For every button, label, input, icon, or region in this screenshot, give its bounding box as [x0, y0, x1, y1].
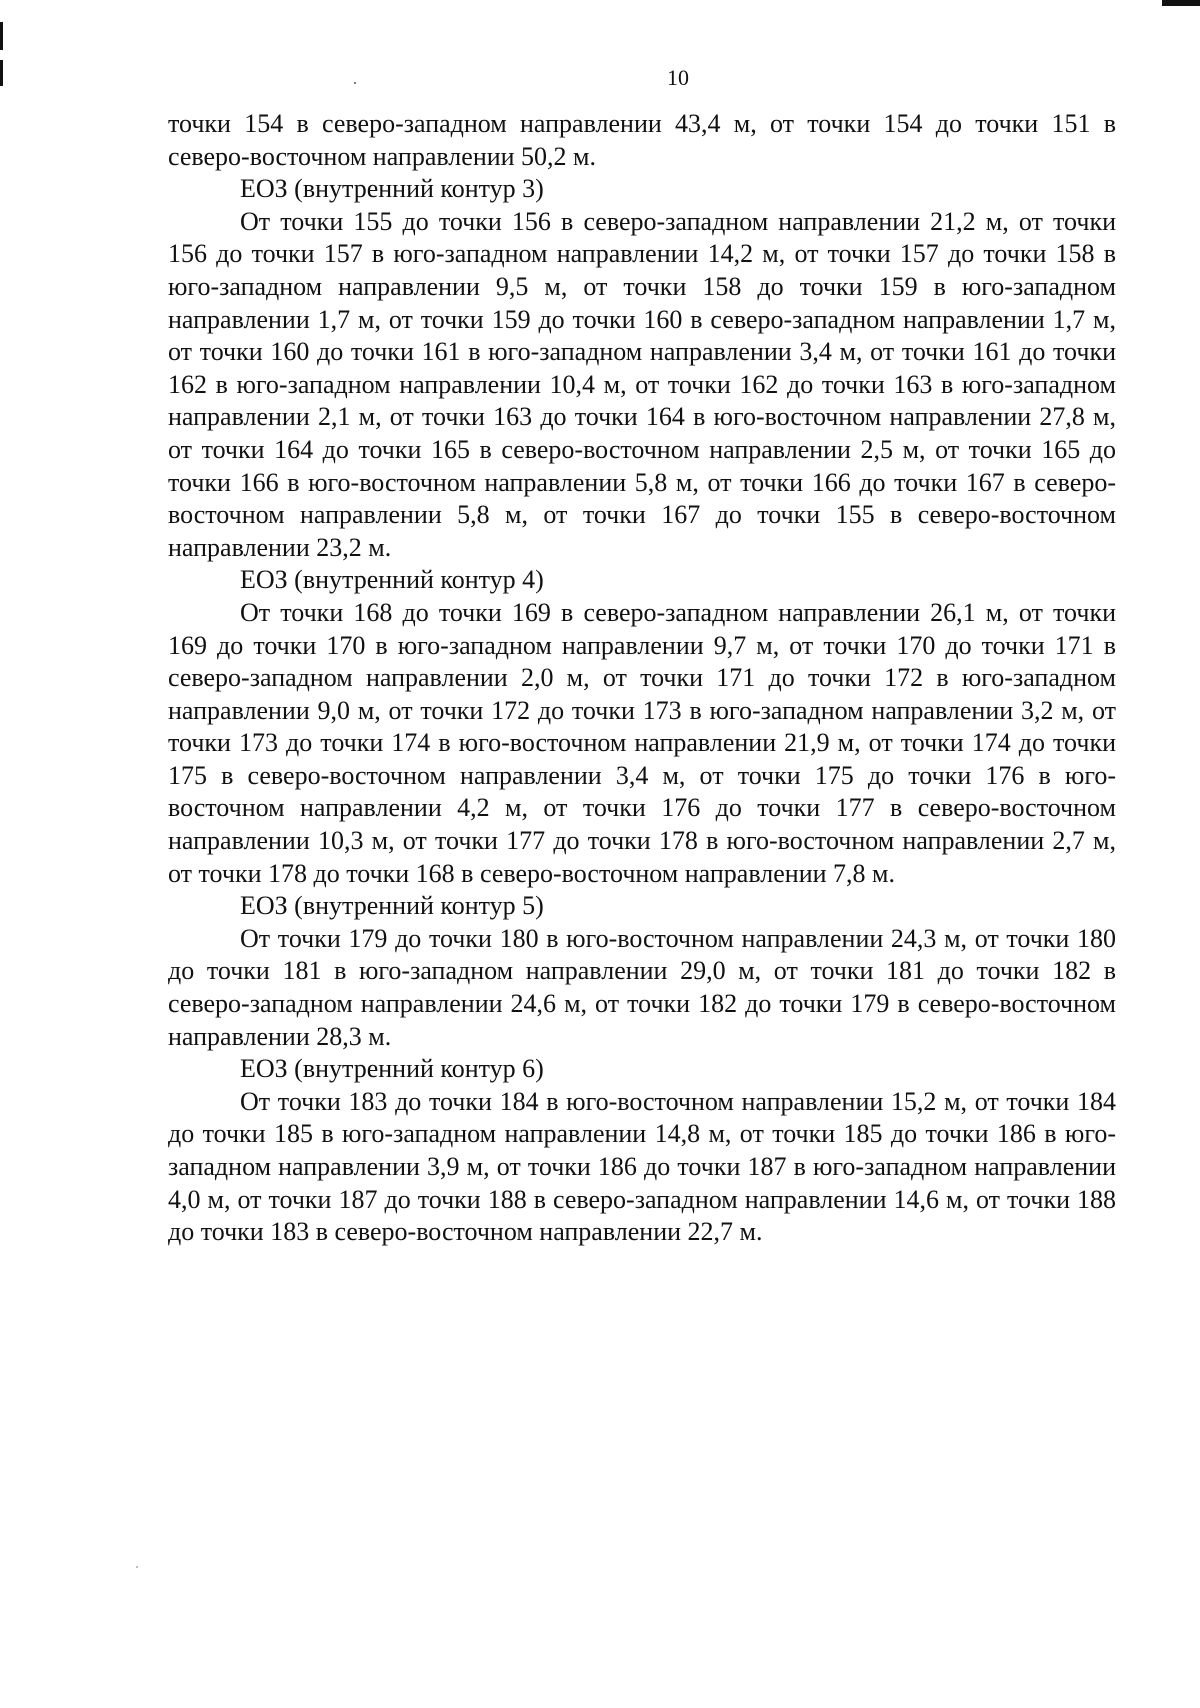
- paragraph: От точки 168 до точки 169 в северо-западном направлении 26,1 м, от точки 169 до точки 170 в юго-западном направлении 9,7 м, от точки 170 до точки 171 в северо-западном направлении 2,0 м, от точки 171 до точки 172 в юго-западном направлении 9,0 м, от точки 172 до точки 173 в юго-западном направлении 3,2 м, от точки 173 до точки 174 в юго-восточном направлении 21,9 м, от точки 174 до точки 175 в северо-восточном направлении 3,4 м, от точки 175 до точки 176 в юго-восточном направлении 4,2 м, от точки 176 до точки 177 в северо-восточном направлении 10,3 м, от точки 177 до точки 178 в юго-восточном направлении 2,7 м, от точки 178 до точки 168 в северо-восточном направлении 7,8 м.: [168, 597, 1116, 888]
- section-heading: ЕОЗ (внутренний контур 3): [240, 174, 544, 204]
- scan-edge-mark: [0, 22, 3, 50]
- section-heading: ЕОЗ (внутренний контур 4): [240, 565, 544, 595]
- section-heading: ЕОЗ (внутренний контур 5): [240, 891, 544, 921]
- page-number: 10: [667, 65, 689, 90]
- paragraph: От точки 179 до точки 180 в юго-восточном направлении 24,3 м, от точки 180 до точки 181 в юго-западном направлении 29,0 м, от точки 181 до точки 182 в северо-западном направлении 24,6 м, от точки 182 до точки 179 в северо-восточном направлении 28,3 м.: [168, 923, 1116, 1051]
- paragraph: точки 154 в северо-западном направлении 43,4 м, от точки 154 до точки 151 в северо-восточном направлении 50,2 м.: [168, 109, 1116, 171]
- document-body: [168, 108, 1116, 1249]
- scan-speck: [136, 1566, 138, 1568]
- section-heading: ЕОЗ (внутренний контур 6): [240, 1054, 544, 1084]
- paragraph: От точки 183 до точки 184 в юго-восточном направлении 15,2 м, от точки 184 до точки 185 в юго-западном направлении 14,8 м, от точки 185 до точки 186 в юго-западном направлении 3,9 м, от точки 186 до точки 187 в юго-западном направлении 4,0 м, от точки 187 до точки 188 в северо-западном направлении 14,6 м, от точки 188 до точки 183 в северо-восточном направлении 22,7 м.: [168, 1086, 1116, 1247]
- paragraph: От точки 155 до точки 156 в северо-западном направлении 21,2 м, от точки 156 до точки 157 в юго-западном направлении 14,2 м, от точки 157 до точки 158 в юго-западном направлении 9,5 м, от точки 158 до точки 159 в юго-западном направлении 1,7 м, от точки 159 до точки 160 в северо-западном направлении 1,7 м, от точки 160 до точки 161 в юго-западном направлении 3,4 м, от точки 161 до точки 162 в юго-западном направлении 10,4 м, от точки 162 до точки 163 в юго-западном направлении 2,1 м, от точки 163 до точки 164 в юго-восточном направлении 27,8 м, от точки 164 до точки 165 в северо-восточном направлении 2,5 м, от точки 165 до точки 166 в юго-восточном направлении 5,8 м, от точки 166 до точки 167 в северо-восточном направлении 5,8 м, от точки 167 до точки 155 в северо-восточном направлении 23,2 м.: [168, 206, 1116, 562]
- scan-edge-mark: [1162, 0, 1200, 6]
